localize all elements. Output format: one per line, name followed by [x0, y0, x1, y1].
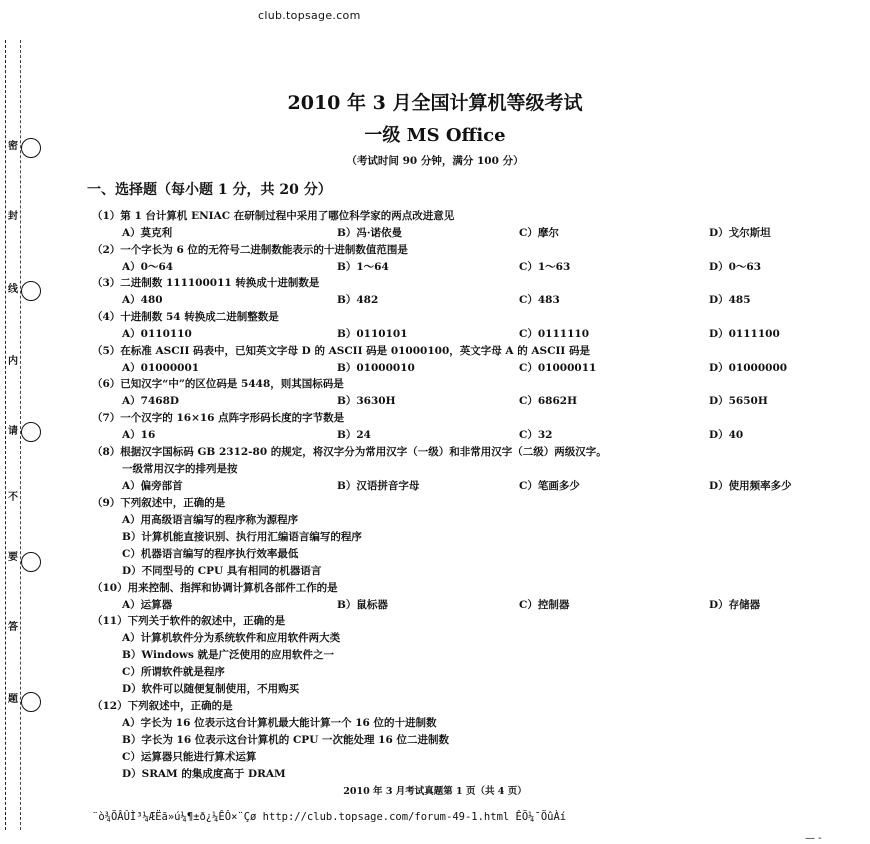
margin-char: 题: [8, 694, 18, 705]
option: C）所谓软件就是程序: [122, 666, 225, 678]
margin-char: 请: [8, 426, 18, 437]
binding-hole: [21, 281, 41, 301]
option: A）用高级语言编写的程序称为源程序: [122, 514, 299, 526]
option: C）32: [519, 429, 553, 441]
option: A）480: [122, 294, 163, 306]
margin-char: 要: [8, 552, 18, 563]
option: B）482: [337, 294, 379, 306]
question-text: （12）下列叙述中，正确的是: [92, 700, 233, 712]
option: C）483: [519, 294, 560, 306]
option: D）0～63: [709, 261, 762, 273]
binding-hole: [21, 692, 41, 712]
section-heading: 一、选择题（每小题 1 分，共 20 分）: [87, 182, 332, 198]
option: D）40: [709, 429, 744, 441]
option: D）戈尔斯坦: [709, 227, 771, 239]
margin-char: 内: [8, 356, 18, 367]
question-text: （3）二进制数 111100011 转换成十进制数是: [92, 277, 320, 289]
header-url: club.topsage.com: [258, 9, 361, 22]
option: A）偏旁部首: [122, 480, 183, 492]
option: B）24: [337, 429, 371, 441]
option: A）字长为 16 位表示这台计算机最大能计算一个 16 位的十进制数: [122, 717, 437, 729]
question-text: （11）下列关于软件的叙述中，正确的是: [92, 615, 286, 627]
option: A）计算机软件分为系统软件和应用软件两大类: [122, 632, 341, 644]
option: C）1～63: [519, 261, 571, 273]
option: C）机器语言编写的程序执行效率最低: [122, 548, 299, 560]
scan-mark: — -: [805, 833, 822, 844]
option: C）01000011: [519, 362, 597, 374]
option: C）0111110: [519, 328, 589, 340]
question-text: （9）下列叙述中，正确的是: [92, 497, 226, 509]
question-text: （5）在标准 ASCII 码表中，已知英文字母 D 的 ASCII 码是 01000100，英文字母 A 的 ASCII 码是: [92, 345, 590, 357]
binding-hole: [21, 422, 41, 442]
option: D）0111100: [709, 328, 780, 340]
question-text: （4）十进制数 54 转换成二进制整数是: [92, 311, 279, 323]
option: D）01000000: [709, 362, 788, 374]
option: D）存储器: [709, 599, 761, 611]
bottom-url-garbled: ¨ò¾ÕÂÛÌ³¼ÆËã»ú¼¶±ð¿¼ÊÔ×¨Çø http://club.topsage.com/forum-49-1.html ÊÕ¼¯ÕûÀí: [92, 811, 567, 823]
margin-char: 答: [8, 622, 18, 633]
page-title: 2010 年 3 月全国计算机等级考试: [287, 92, 583, 114]
question-text: （8）根据汉字国标码 GB 2312-80 的规定，将汉字分为常用汉字（一级）和非常用汉字（二级）两级汉字。: [92, 446, 607, 458]
option: A）16: [122, 429, 156, 441]
option: B）1～64: [337, 261, 389, 273]
option: C）笔画多少: [519, 480, 580, 492]
option: B）Windows 就是广泛使用的应用软件之一: [122, 649, 335, 661]
option: D）5650H: [709, 395, 768, 407]
option: D）使用频率多少: [709, 480, 792, 492]
option: A）0～64: [122, 261, 174, 273]
option: A）0110110: [122, 328, 192, 340]
option: B）冯·诺依曼: [337, 227, 403, 239]
option: C）摩尔: [519, 227, 559, 239]
page-subtitle: 一级 MS Office: [364, 125, 506, 146]
margin-char: 密: [8, 141, 18, 152]
margin-char: 不: [8, 492, 18, 503]
option: A）运算器: [122, 599, 173, 611]
option: B）字长为 16 位表示这台计算机的 CPU 一次能处理 16 位二进制数: [122, 734, 449, 746]
option: A）7468D: [122, 395, 179, 407]
binding-hole: [21, 552, 41, 572]
question-text: （1）第 1 台计算机 ENIAC 在研制过程中采用了哪位科学家的两点改进意见: [92, 210, 455, 222]
option: A）01000001: [122, 362, 200, 374]
question-text: （10）用来控制、指挥和协调计算机各部件工作的是: [92, 582, 338, 594]
question-text: （2）一个字长为 6 位的无符号二进制数能表示的十进制数值范围是: [92, 244, 408, 256]
option: C）6862H: [519, 395, 578, 407]
margin-char: 线: [8, 284, 18, 295]
question-text: （7）一个汉字的 16×16 点阵字形码长度的字节数是: [92, 412, 345, 424]
option: C）控制器: [519, 599, 570, 611]
option: B）3630H: [337, 395, 396, 407]
option: B）01000010: [337, 362, 415, 374]
question-text-continued: 一级常用汉字的排列是按: [122, 463, 238, 475]
option: D）软件可以随便复制使用，不用购买: [122, 683, 300, 695]
option: D）SRAM 的集成度高于 DRAM: [122, 768, 286, 780]
option: B）计算机能直接识别、执行用汇编语言编写的程序: [122, 531, 362, 543]
option: B）汉语拼音字母: [337, 480, 420, 492]
margin-char: 封: [8, 211, 18, 222]
exam-info: （考试时间 90 分钟，满分 100 分）: [346, 155, 524, 167]
option: B）0110101: [337, 328, 408, 340]
option: B）鼠标器: [337, 599, 388, 611]
option: D）不同型号的 CPU 具有相同的机器语言: [122, 565, 322, 577]
option: A）莫克利: [122, 227, 173, 239]
question-text: （6）已知汉字“中”的区位码是 5448，则其国标码是: [92, 378, 344, 390]
option: C）运算器只能进行算术运算: [122, 751, 257, 763]
page-footer: 2010 年 3 月考试真题第 1 页（共 4 页）: [343, 786, 527, 797]
option: D）485: [709, 294, 751, 306]
